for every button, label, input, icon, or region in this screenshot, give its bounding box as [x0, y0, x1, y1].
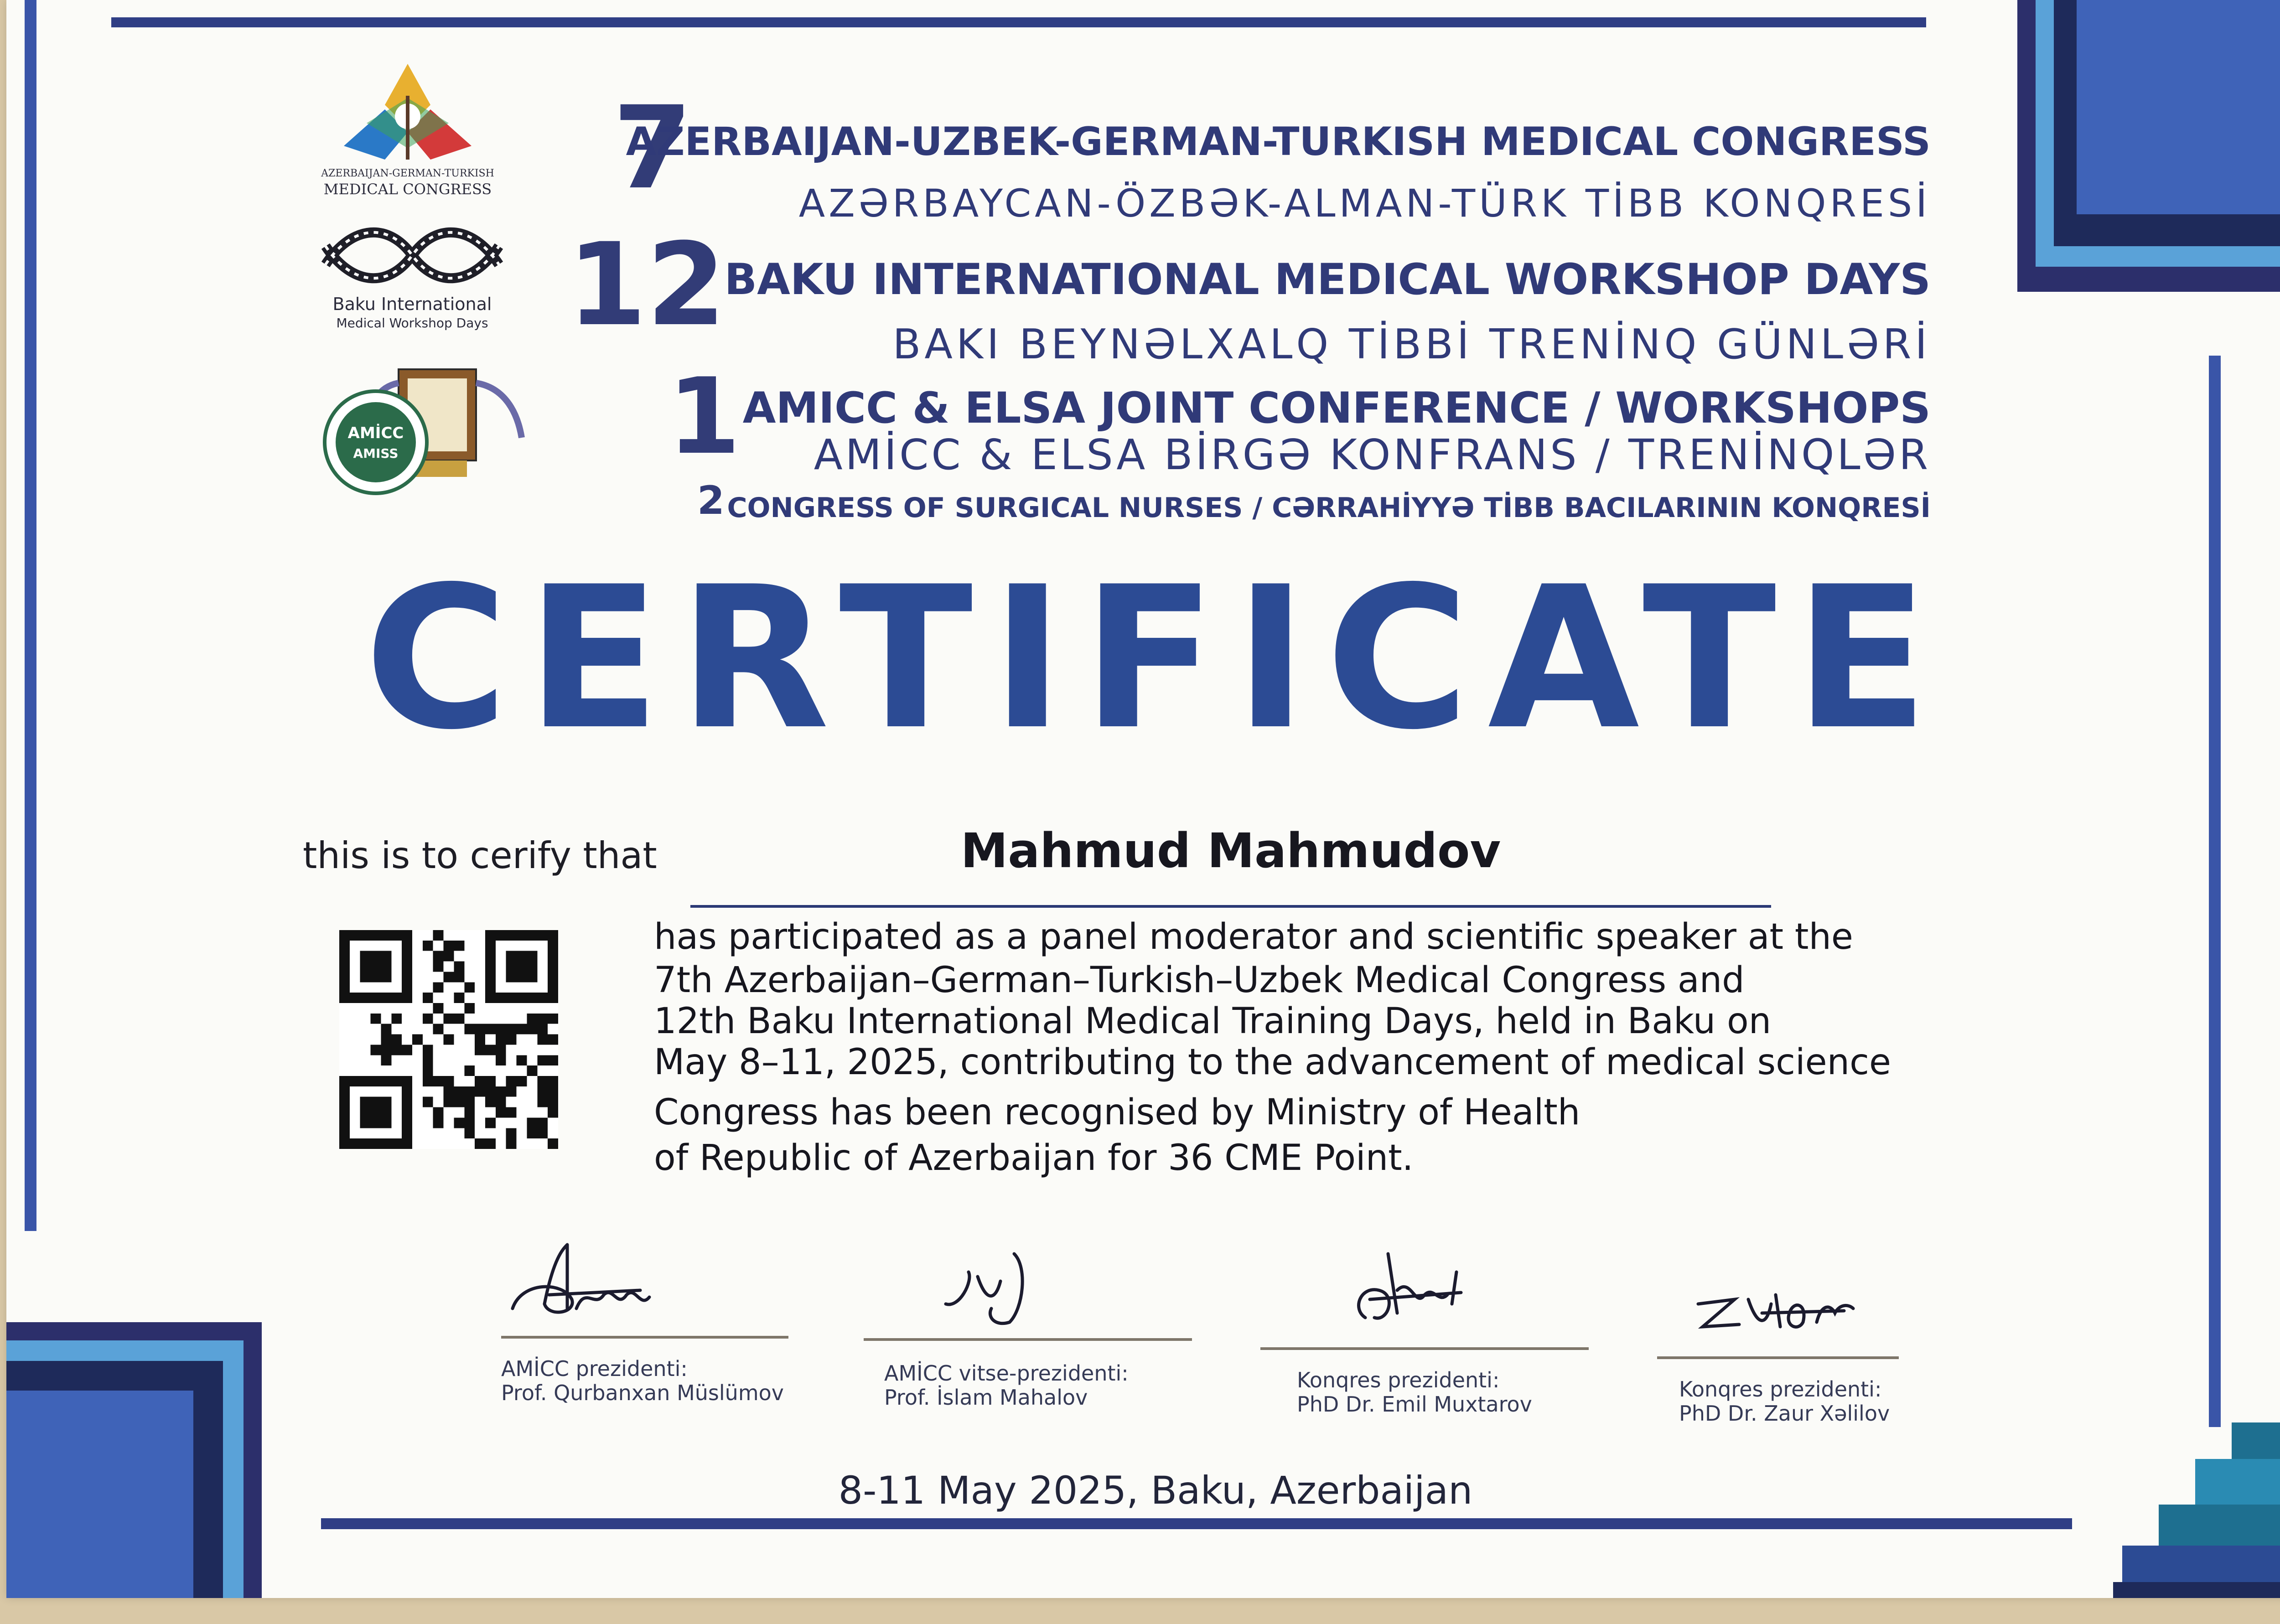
body-line-1: has participated as a panel moderator and scientific speaker at the: [654, 916, 1853, 957]
top-frame-bar: [111, 17, 1926, 27]
signatory-4-name: PhD Dr. Zaur Xəlilov: [1679, 1401, 1890, 1426]
congress-logo-line-1: AZERBAIJAN-GERMAN-TURKISH: [321, 168, 494, 179]
heading-numeral-7: 7: [613, 82, 692, 214]
body-line-5: Congress has been recognised by Ministry of Health: [654, 1092, 1580, 1133]
workshop-logo-line-2: Medical Workshop Days: [336, 315, 488, 331]
knot-logo-icon: [316, 214, 508, 292]
amicc-logo: [321, 356, 531, 497]
body-line-2: 7th Azerbaijan–German–Turkish–Uzbek Medical Congress and: [654, 960, 1745, 1001]
bottom-left-corner-decoration: [6, 1322, 262, 1598]
signature-line-4: [1657, 1356, 1899, 1359]
heading-1-azerbaijani: AMİCC & ELSA BİRGƏ KONFRANS / TRENİNQLƏR: [814, 430, 1931, 479]
congress-logo-line-2: MEDICAL CONGRESS: [323, 181, 492, 198]
signatory-3-name: PhD Dr. Emil Muxtarov: [1297, 1392, 1532, 1417]
signatory-4-role: Konqres prezidenti:: [1679, 1377, 1882, 1402]
certificate-title: CERTIFICATE: [364, 545, 1947, 773]
signature-line-2: [864, 1338, 1192, 1341]
workshop-logo: [316, 214, 508, 337]
signature-3: [1342, 1245, 1479, 1336]
amicc-badge-line-1: AMİCC: [347, 424, 404, 442]
heading-12-english: BAKU INTERNATIONAL MEDICAL WORKSHOP DAYS: [724, 255, 1931, 305]
signatory-2-name: Prof. İslam Mahalov: [884, 1385, 1088, 1410]
body-line-6: of Republic of Azerbaijan for 36 CME Point.: [654, 1138, 1414, 1179]
signatory-2-role: AMİCC vitse-prezidenti:: [884, 1361, 1129, 1386]
congress-logo-icon: [316, 55, 499, 164]
signature-4: [1694, 1286, 1876, 1340]
signature-line-1: [501, 1336, 788, 1339]
certify-label: this is to cerify that: [303, 834, 657, 877]
body-line-3: 12th Baku International Medical Training Days, held in Baku on: [654, 1001, 1772, 1042]
workshop-logo-line-1: Baku International: [332, 294, 492, 314]
certificate-paper: [6, 0, 2280, 1598]
right-frame-bar: [2209, 356, 2221, 1427]
signature-2: [937, 1249, 1073, 1331]
qr-code-icon: [339, 930, 558, 1149]
heading-7-azerbaijani: AZƏRBAYCAN-ÖZBƏK-ALMAN-TÜRK TİBB KONQRESİ: [798, 181, 1931, 226]
recipient-underline: [690, 905, 1771, 908]
signature-line-3: [1260, 1347, 1589, 1350]
body-line-4: May 8–11, 2025, contributing to the advancement of medical science: [654, 1042, 1891, 1083]
top-right-corner-decoration: [2017, 0, 2280, 292]
signature-1: [503, 1240, 658, 1331]
recipient-name: Mahmud Mahmudov: [960, 823, 1501, 879]
heading-2-line: CONGRESS OF SURGICAL NURSES / CƏRRAHİYYƏ TİBB BACILARININ KONQRESİ: [727, 492, 1931, 524]
heading-12-azerbaijani: BAKI BEYNƏLXALQ TİBBİ TRENİNQ GÜNLƏRİ: [892, 321, 1931, 368]
congress-logo: [316, 55, 499, 201]
signatory-3-role: Konqres prezidenti:: [1297, 1368, 1500, 1392]
signatory-1-name: Prof. Qurbanxan Müslümov: [501, 1381, 784, 1405]
heading-numeral-2: 2: [697, 478, 725, 523]
signatory-1-role: AMİCC prezidenti:: [501, 1356, 688, 1381]
heading-numeral-12: 12: [567, 218, 726, 351]
heading-1-english: AMICC & ELSA JOINT CONFERENCE / WORKSHOPS: [742, 383, 1931, 433]
bottom-frame-bar: [321, 1518, 2072, 1529]
event-date: 8-11 May 2025, Baku, Azerbaijan: [838, 1468, 1473, 1513]
amicc-badge-line-2: AMISS: [353, 446, 399, 461]
heading-numeral-1: 1: [668, 356, 741, 478]
heading-7-english: AZERBAIJAN-UZBEK-GERMAN-TURKISH MEDICAL CONGRESS: [626, 119, 1931, 165]
